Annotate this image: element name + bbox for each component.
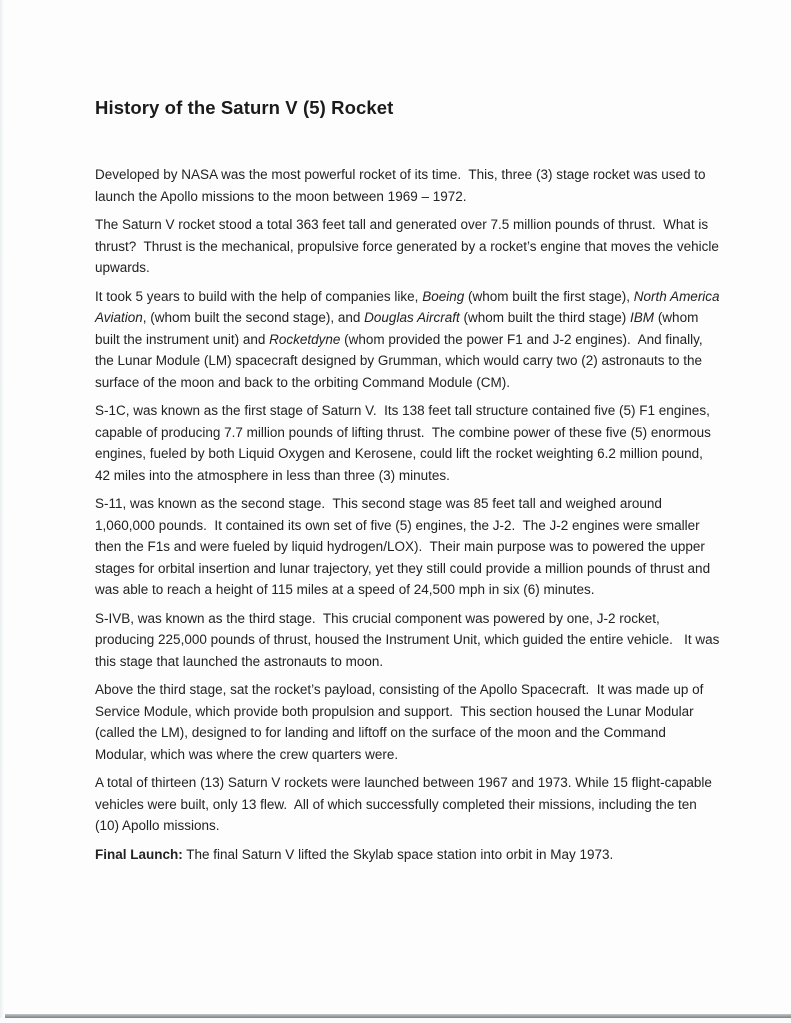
document-body — [95, 164, 724, 865]
document-content — [95, 96, 724, 872]
paragraph — [95, 493, 720, 601]
italic-text-run: IBM — [630, 310, 655, 325]
paragraph — [95, 400, 720, 486]
paragraph — [95, 286, 723, 394]
paragraph — [95, 214, 723, 279]
paragraph — [95, 164, 720, 207]
text-run: (whom built the instrument unit) and — [95, 310, 703, 347]
document-title: History of the Saturn V (5) Rocket — [95, 97, 394, 118]
text-run: S-IVB, was known as the third stage. This crucial component was powered by one, J-2 rocket, producing 225,000 pounds of thrust, housed the Instrument Unit, which guided the entire vehicle. It was this stage that launched the astronauts to moon. — [95, 610, 724, 669]
text-run: S-1C, was known as the first stage of Saturn V. Its 138 feet tall structure contained five (5) F1 engines, capable of producing 7.7 million pounds of lifting thrust. The combine power of these five (5) enormous engines, fueled by both Liquid Oxygen and Kerosene, could lift the rocket weighting 6.2 million pound, 42 miles into the atmosphere in less than three (3) minutes. — [95, 403, 715, 483]
paragraph — [95, 679, 720, 765]
scan-edge-bottom-line — [5, 1014, 791, 1018]
text-run: Above the third stage, sat the rocket’s payload, consisting of the Apollo Spacecraft. It was made up of Service Module, which provide both propulsion and support. This section housed the Lunar Modular (called the LM), designed to for landing and liftoff on the surface of the moon and the Command Modular, which was where the crew quarters were. — [95, 682, 708, 762]
scan-edge-left-artifact — [0, 0, 4, 1023]
text-run: Developed by NASA was the most powerful rocket of its time. This, three (3) stage rocket was used to launch the Apollo missions to the moon between 1969 – 1972. — [95, 167, 710, 204]
paragraph — [95, 608, 724, 673]
bold-text-run: Final Launch: — [95, 846, 183, 862]
text-run: S-11, was known as the second stage. This second stage was 85 feet tall and weighed around 1,060,000 pounds. It contained its own set of five (5) engines, the J-2. The J-2 engines were smaller then the F1s and were fueled by liquid hydrogen/LOX). Their main purpose was to powered the upper stages for orbital insertion and lunar trajectory, yet they still could provide a million pounds of thrust and was able to reach a height of 115 miles at a speed of 24,500 mph in six (6) minutes. — [95, 496, 714, 597]
text-run: (whom built the first stage), — [464, 288, 634, 304]
italic-text-run: Rocketdyne — [269, 331, 341, 347]
scan-bottom-margin — [0, 1018, 791, 1023]
italic-text-run: Boeing — [422, 288, 465, 304]
text-run: (whom provided the power F1 and J-2 engines). And finally, the Lunar Module (LM) spacecraft designed by Grumman, which would carry two (2) astronauts to the surface of the moon and back to the orbiting Command Module (CM). — [95, 331, 707, 390]
italic-text-run: North America Aviation — [95, 288, 723, 325]
text-run: The final Saturn V lifted the Skylab space station into orbit in May 1973. — [182, 846, 614, 862]
text-run: (whom built the third stage) — [459, 310, 631, 325]
text-run: , (whom built the second stage), and — [142, 310, 365, 325]
italic-text-run: Douglas Aircraft — [364, 310, 460, 325]
text-run: It took 5 years to build with the help of companies like, — [95, 288, 423, 304]
paragraph — [95, 772, 720, 837]
text-run: A total of thirteen (13) Saturn V rockets were launched between 1967 and 1973. While 15 flight-capable vehicles were built, only 13 flew. All of which successfully completed their missions, including the ten (10) Apollo missions. — [95, 775, 716, 833]
paragraph — [95, 844, 720, 866]
text-run: The Saturn V rocket stood a total 363 feet tall and generated over 7.5 million pounds of thrust. What is thrust? Thrust is the mechanical, propulsive force generated by a rocket’s engine that moves the vehicle upwards. — [95, 217, 723, 275]
